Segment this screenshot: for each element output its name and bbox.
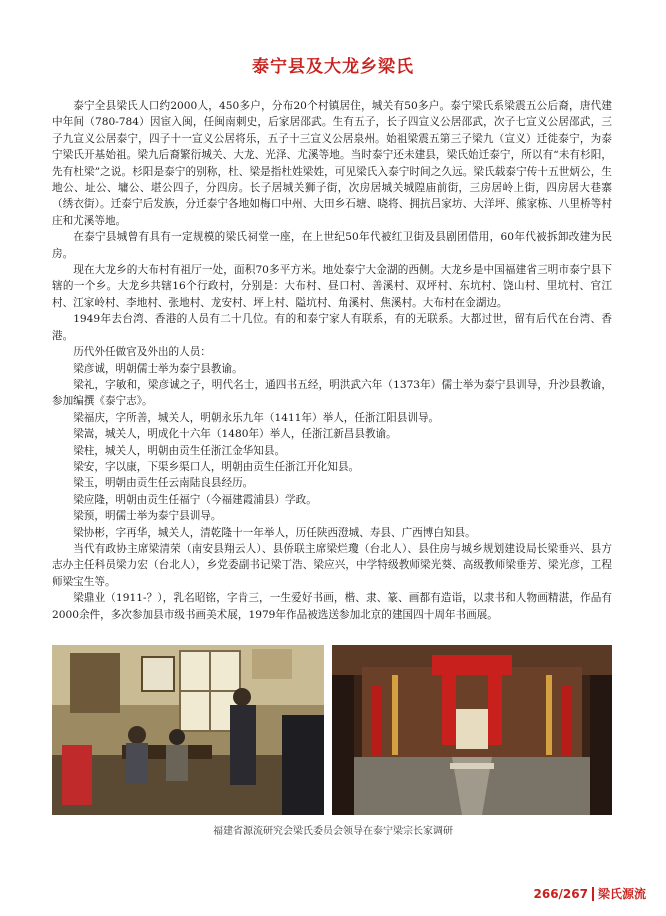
paragraph: 梁彦诚，明朝儒士举为泰宁县教谕。 xyxy=(73,362,243,375)
paragraph: 历代外任做官及外出的人员： xyxy=(73,346,211,359)
paragraph: 梁协彬，字再华，城关人，清乾隆十一年举人，历任陕西澄城、寿县、广西博白知县。 xyxy=(73,526,476,539)
photo-meeting-room xyxy=(52,645,324,815)
paragraph: 梁柱，城关人，明朝由贡生任浙江金华知县。 xyxy=(73,444,286,457)
paragraph: 梁玉，明朝由贡生任云南陆良县经历。 xyxy=(73,477,254,490)
page-footer xyxy=(534,885,647,902)
paragraph: 梁预，明儒士举为泰宁县训导。 xyxy=(73,510,222,523)
paragraph: 在泰宁县城曾有具有一定规模的梁氏祠堂一座，在上世纪50年代被红卫街及县剧团借用，60年代被拆卸改建为民房。 xyxy=(52,231,612,260)
paragraph: 梁应隆，明朝由贡生任福宁（今福建霞浦县）学政。 xyxy=(73,493,317,506)
article-body xyxy=(52,98,612,623)
series-title: 梁氏源流 xyxy=(597,887,646,901)
photo-row xyxy=(52,645,612,815)
page-numbers: 266/267 xyxy=(533,886,588,901)
paragraph: 梁鼎业（1911-？），乳名昭铭，字肯三，一生爱好书画，楷、隶、篆、画都有造诣，以隶书和人物画精湛，作品有2000余件，多次参加县市级书画美术展，1979年作品被选送参加北京的建国四十周年书画展。 xyxy=(52,592,612,621)
paragraph: 梁安，字以康，下渠乡渠口人，明朝由贡生任浙江开化知县。 xyxy=(73,460,360,473)
paragraph: 泰宁全县梁氏人口约2000人，450多户，分布20个村镇居住，城关有50多户。泰宁梁氏系梁震五公后裔，唐代建中年间（780-784）因宦入闽，任闽南刺史，后家居邵武。生有五子，长子四宣义公居邵武，次子七宣义公居邵武，三子九宣义公居泰宁，四子十一宣义公居将乐，五子十三宣义公居泉州。始祖梁震五第三子梁九（宣义）迁徙泰宁，为泰宁梁氏开基始祖。梁九后裔繁衍城关、大龙、光泽、尤溪等地。当时泰宁还未建县，梁氏始迁泰宁，所以有“未有杉阳，先有杜梁”之说。杉阳是泰宁的别称，杜、梁是指杜姓梁姓，可见梁氏入泰宁时间之久远。梁氏载泰宁传十五世炳公，生地公、址公、墉公、堪公四子，分四房。长子居城关狮子街，次房居城关城隍庙前街，三房居岭上街，四房居大巷寨（绣衣街）。迁泰宁后发族，分迁泰宁各地如梅口中州、大田乡石塘、晓将、拥抗吕家坊、大洋坪、熊家栋、八里桥等村庄和尤溪等地。 xyxy=(52,100,612,227)
paragraph: 梁福庆，字所善，城关人，明朝永乐九年（1411年）举人，任浙江阳县训导。 xyxy=(73,411,440,424)
photo-caption: 福建省源流研究会梁氏委员会领导在泰宁梁宗长家调研 xyxy=(213,826,453,837)
paragraph: 梁礼，字敏和，梁彦诚之子，明代名士，通四书五经，明洪武六年（1373年）儒士举为泰宁县训导，升沙县教谕，参加编撰《泰宁志》。 xyxy=(52,378,612,408)
footer-divider xyxy=(592,887,594,901)
paragraph: 1949年去台湾、香港的人员有二十几位。有的和泰宁家人有联系，有的无联系。大都过世，留有后代在台湾、香港。 xyxy=(52,313,612,342)
photo-ancestral-hall xyxy=(332,645,612,815)
paragraph: 当代有政协主席梁清荣（南安县翔云人）、县侨联主席梁烂瓊（台北人）、县住房与城乡规划建设局长梁垂兴、县方志办主任科员梁力宏（台北人），乡党委副书记梁丁浩、梁应兴，中学特级教师梁光葵、高级教师梁垂芳、梁光彦，工程师梁宝生等。 xyxy=(52,542,612,588)
paragraph: 现在大龙乡的大布村有祖厅一处，面积70多平方米。地处泰宁大金湖的西侧。大龙乡是中国福建省三明市泰宁县下辖的一个乡。大龙乡共辖16个行政村，分别是：大布村、昼口村、善溪村、双坪村、东坑村、饶山村、里坑村、官江村、江家岭村、李地村、张地村、龙安村、坪上村、隘坑村、角溪村、焦溪村。大布村在金湖边。 xyxy=(52,264,612,309)
paragraph: 梁嵩，城关人，明成化十六年（1480年）举人，任浙江新昌县教谕。 xyxy=(73,428,397,441)
page-title: 泰宁县及大龙乡梁氏 xyxy=(252,57,414,77)
